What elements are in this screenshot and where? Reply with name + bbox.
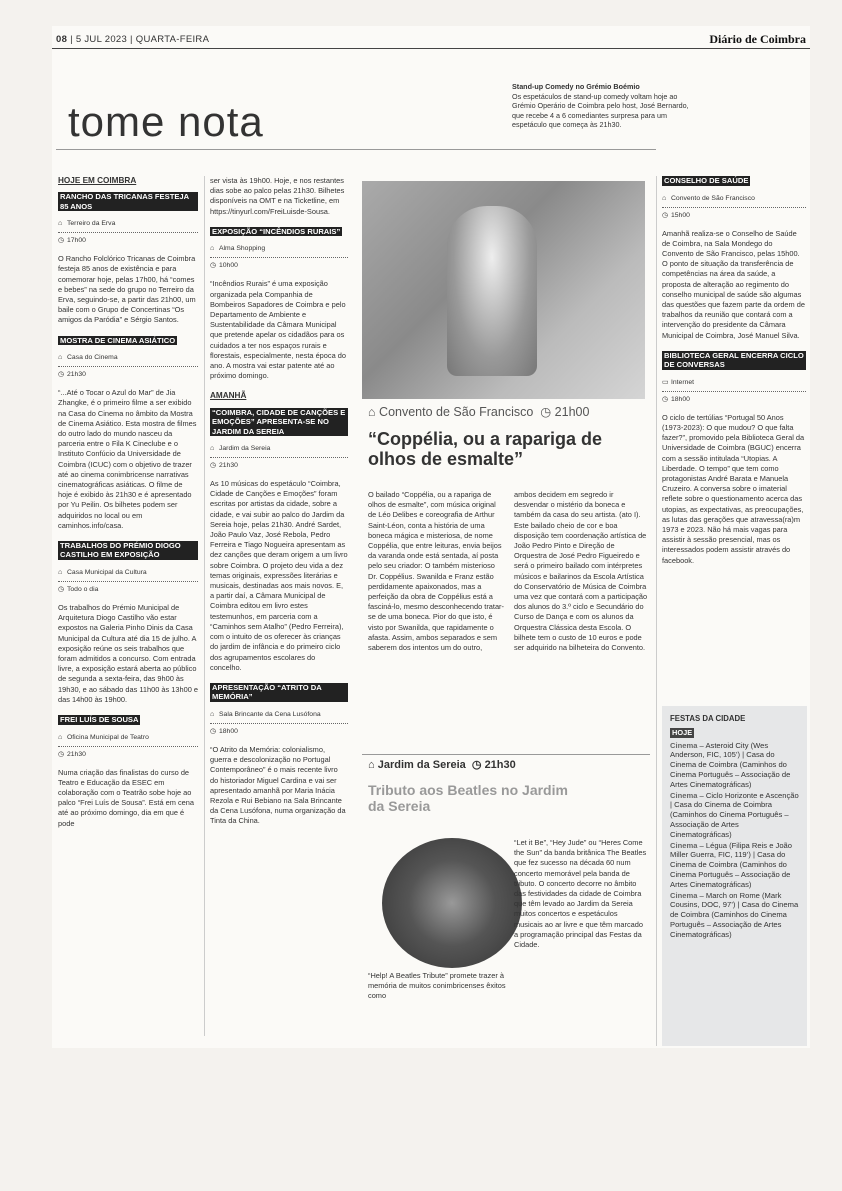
page-date: 5 JUL 2023 — [75, 34, 128, 45]
standup-text: Os espetáculos de stand-up comedy voltam hoje ao Grémio Operário de Coimbra pelo host, José Bernardo, que recebe 4 a 6 comediantes surpresa para um espetáculo que começa às 21h30. — [512, 91, 689, 130]
event-time: ◷ 21h30 — [210, 462, 238, 470]
home-icon: ⌂ — [210, 710, 215, 718]
standup-brief — [512, 82, 692, 130]
event-time: ◷ 17h00 — [58, 237, 86, 245]
event-place: ⌂ Casa do Cinema — [58, 354, 118, 362]
column-divider — [204, 176, 205, 1036]
home-icon: ⌂ — [210, 445, 215, 453]
header-left: 08 | 5 JUL 2023 | QUARTA-FEIRA — [56, 34, 210, 45]
home-icon: ⌂ — [210, 245, 215, 253]
beatles-location: ⌂ Jardim da Sereia ◷ 21h30 — [368, 759, 516, 771]
divider — [58, 746, 198, 747]
festas-hoje-tag: HOJE — [672, 727, 693, 737]
clock-icon: ◷ — [662, 395, 669, 403]
event-time: ◷ 21h30 — [58, 371, 86, 379]
event-text: Os trabalhos do Prémio Municipal de Arquitetura Diogo Castilho vão estar expostos na Galeria Pinho Dinis da Casa Municipal da Cultura até dia 15 de julho. A exposição reúne os seis trabalhos que foram admitidos a concurso. Com entrada livre, a exposição estará aberta ao público de segunda a sexta-feira, das 9h00 às 19h30, e ao sábado das 11h00 às 13h00 e das 14h00 às 19h00. — [58, 602, 198, 704]
event-time: ◷ 21h30 — [58, 750, 86, 758]
standup-title: Stand-up Comedy no Grémio Boémio — [512, 82, 640, 91]
divider — [58, 581, 198, 582]
event-place: ▭ Internet — [662, 378, 695, 386]
clock-icon: ◷ — [58, 750, 65, 758]
event-text: “Incêndios Rurais” é uma exposição organizada pela Companhia de Bombeiros Sapadores de Coimbra e pelo Departamento de Ambiente e Sustentabilidade da Câmara Municipal que pretende apelar os cidadãos para os cuidados a ter nos espaços rurais e florestais, especialmente, nesta época do ano. A mostra vai estar patente até ao próximo domingo. — [210, 279, 346, 381]
section-title: tome nota — [68, 98, 264, 145]
home-icon: ⌂ — [58, 220, 63, 228]
divider — [662, 391, 806, 392]
page-weekday: QUARTA-FEIRA — [135, 34, 210, 45]
festas-title: FESTAS DA CIDADE — [670, 714, 746, 723]
home-icon: ⌂ — [58, 354, 63, 362]
event-time: ◷ 15h00 — [662, 211, 690, 219]
event-text: O ciclo de tertúlias “Portugal 50 Anos (1973-2023): O que mudou? O que falta fazer?”, promovido pela Biblioteca Geral da Universidade de Coimbra (BGUC) encerra com a sessão intitulada “Utopias. A Liberdade. O tempo” que tem como protagonistas André Barata e Manuela Cruzeiro. A conversa sobre o imaterial reflete sobre o questionamento acerca das utopias, as expectativas, as preocupações, as lutas das gerações que atravessa(ra)m 1973 e 2023. Não há mais vagas para assistir à sessão presencial, mas os interessados podem assistir através do facebook. — [662, 412, 805, 565]
coppelia-text-b: ambos decidem em segredo ir desvendar o mistério da boneca e também da casa do seu artista. (ato I). Este bailado cheio de cor e boa disposição tem coordenação artística de João Pedro Pinto e Direção de Orquestra de José Pedro Figueiredo e será o primeiro bailado com intérpretes músicos e bailarinos da Escola Artística do Conservatório de Música de Coimbra uma vez que contará com a participação dos alunos do 3.º ciclo e Secundário do Curso de Dança e com os alunos da Orquestra Clássica desta Escola. O bilhete tem o custo de 10 euros e pode ser adquirido na bilheteira do Convento. — [514, 490, 648, 653]
list-item: Cinema – Asteroid City (Wes Anderson, FIC, 105’) | Casa do Cinema de Coimbra (Caminhos do Cinema Português – Associação de Artes Cinematográficas) — [670, 740, 791, 789]
event-place: ⌂ Sala Brincante da Cena Lusófona — [210, 710, 321, 718]
ballet-photo — [362, 181, 645, 399]
clock-icon: ◷ — [662, 211, 669, 219]
clock-icon: ◷ — [210, 262, 217, 270]
event-tag: BIBLIOTECA GERAL ENCERRA CICLO DE CONVERSAS — [662, 351, 806, 370]
coppelia-headline: “Coppélia, ou a rapariga de olhos de esmalte” — [368, 429, 603, 469]
header-rule — [52, 48, 810, 49]
home-icon: ⌂ — [368, 759, 375, 771]
event-tag: EXPOSIÇÃO “INCÊNDIOS RURAIS” — [212, 226, 341, 236]
col2-heading-amanha: AMANHÃ — [210, 391, 247, 401]
home-icon: ⌂ — [58, 733, 63, 741]
beatles-headline: Tributo aos Beatles no Jardim da Sereia — [368, 782, 568, 814]
event-text: Numa criação das finalistas do curso de Teatro e Educação da ESEC em colaboração com o Teatrão sobe hoje ao palco “Frei Luís de Sousa”. Está em cena até ao próximo domingo, dia em que é pode — [58, 767, 194, 828]
event-tag: TRABALHOS DO PRÉMIO DIOGO CASTILHO EM EXPOSIÇÃO — [58, 541, 198, 560]
clock-icon: ◷ — [58, 371, 65, 379]
event-time: ◷ 18h00 — [662, 395, 690, 403]
event-text: Amanhã realiza-se o Conselho de Saúde de Coimbra, na Sala Mondego do Convento de São Francisco, pelas 15h00. O ponto de situação da transferência de competências na área da saúde, a proposta de alteração ao regimento do conselho municipal de saúde são algumas das questões que fazem parte da ordem de trabalhos da reunião que contará com a intervenção do presidente da Câmara Municipal de Coimbra, José Manuel Silva. — [662, 228, 805, 340]
column-hoje — [58, 176, 198, 839]
divider — [210, 257, 348, 258]
event-place: ⌂ Alma Shopping — [210, 245, 266, 253]
page-number: 08 — [56, 34, 68, 45]
event-text: As 10 músicas do espetáculo “Coimbra, Cidade de Canções e Emoções” foram escritas por artistas da cidade, sobre a cidade, e vai subir ao palco do Jardim da Sereia hoje, pelas 21h30. André Sardet, João Paulo Vaz, José Rebola, Pedro Ferreira e Tiago Nogueira apresentam as dez canções que deram origem a um livro sobre Coimbra. O projeto deu vida a dez temas originais, expressões literárias e musicais, destinadas aos mais novos. E, a partir daí, a Câmara Municipal de Coimbra editou em livro estes testemunhos, em parceria com a “Caminhos sem Atalho” (Pedro Ferreira), com o intuito de os oferecer às crianças do jardim de infância e do primeiro ciclo dos agrupamentos escolares do concelho. — [210, 479, 348, 672]
column-hoje-cont — [210, 176, 348, 837]
coppelia-location: ⌂ Convento de São Francisco ◷ 21h00 — [368, 405, 590, 419]
monitor-icon: ▭ — [662, 378, 669, 386]
list-item: Cinema – March on Rome (Mark Cousins, DOC, 97’) | Casa do Cinema de Coimbra (Caminhos do Cinema Português – Associação de Artes Cinematográficas) — [670, 890, 799, 939]
divider — [210, 723, 348, 724]
event-place: ⌂ Casa Municipal da Cultura — [58, 568, 147, 576]
event-tag: FREI LUÍS DE SOUSA — [60, 715, 139, 724]
divider — [662, 207, 806, 208]
clock-icon: ◷ — [210, 727, 217, 735]
event-text: “O Atrito da Memória: colonialismo, guerra e descolonização no Portugal Contemporâneo” é o mais recente livro do historiador Miguel Cardina e vai ser apresentado amanhã por Maria Inácia Rezola e Rui Bebiano na Sala Brincante da Cena Lusófona, numa organização da Tinta da China. — [210, 744, 346, 826]
list-item: Cinema – Légua (Filipa Reis e João Miller Guerra, FIC, 119’) | Casa do Cinema de Coimbra (Caminhos do Cinema Português – Associação de Artes Cinematográficas) — [670, 840, 792, 889]
clock-icon: ◷ — [536, 405, 552, 419]
event-tag: RANCHO DAS TRICANAS FESTEJA 85 ANOS — [58, 192, 198, 211]
festas-box — [662, 706, 807, 1046]
clock-icon: ◷ — [468, 759, 482, 771]
dancer-figure — [447, 206, 537, 376]
event-time: ◷ 18h00 — [210, 727, 238, 735]
home-icon: ⌂ — [368, 405, 376, 419]
event-tag: APRESENTAÇÃO “ATRITO DA MEMÓRIA” — [210, 683, 348, 702]
column-divider — [656, 176, 657, 1046]
event-text: “...Até o Tocar o Azul do Mar” de Jia Zhangke, é o primeiro filme a ser exibido na Casa do Cinema no âmbito da Mostra de Cinema Asiático. Esta mostra de filmes do outro lado do mundo nasceu da parceria entre o Fila K Cineclube e o Instituto Confúcio da Universidade de Coimbra (ICUC) com o objetivo de trazer até ao cinema conimbricense narrativas cinematográficas asiáticas. O filme de hoje é exibido às 21h30 e é apresentado por Yu Peilin. Os bilhetes podem ser adquiridos no local ou em caminhos.info/casa. — [58, 388, 197, 530]
column-right — [662, 176, 806, 576]
newspaper-page — [52, 26, 810, 1048]
feature-divider — [362, 754, 650, 755]
divider — [210, 457, 348, 458]
event-text: O Rancho Folclórico Tricanas de Coimbra festeja 85 anos de existência e para comemorar hoje, pelas 17h00, há “comes e bebes” na sede do grupo no Terreiro da Erva, seguindo-se, a partir das 21h00, um baile com o Grupo de Concertinas “Os amigos da Paródia” e Sérgio Santos. — [58, 254, 196, 325]
col1-heading: HOJE EM COIMBRA — [58, 176, 137, 185]
clock-icon: ◷ — [58, 585, 65, 593]
event-tag: MOSTRA DE CINEMA ASIÁTICO — [60, 335, 176, 345]
concert-photo — [382, 838, 522, 968]
divider — [58, 366, 198, 367]
home-icon: ⌂ — [662, 194, 667, 202]
beatles-text-a: “Help! A Beatles Tribute” promete trazer à memória de muitos conimbricenses êxitos como — [368, 971, 506, 1001]
beatles-text-b: “Let it Be”, “Hey Jude” ou “Heres Come the Sun” da banda britânica The Beatles que fez sucesso na década 60 num concerto memorável pela banda de tributo. O concerto decorre no âmbito das festividades da cidade de Coimbra que têm levado ao Jardim da Sereia muitos concertos e espetáculos musicais ao ar livre e que têm marcado a programação principal das Festas da Cidade. — [514, 838, 647, 950]
event-tag: CONSELHO DE SAÚDE — [664, 176, 749, 185]
divider — [58, 232, 198, 233]
home-icon: ⌂ — [58, 568, 63, 576]
clock-icon: ◷ — [210, 462, 217, 470]
event-place: ⌂ Convento de São Francisco — [662, 194, 755, 202]
event-place: ⌂ Terreiro da Erva — [58, 220, 116, 228]
event-time: ◷ 10h00 — [210, 262, 238, 270]
event-place: ⌂ Jardim da Sereia — [210, 445, 271, 453]
clock-icon: ◷ — [58, 237, 65, 245]
event-text-continued: ser vista às 19h00. Hoje, e nos restantes dias sobe ao palco pelas 21h30. Bilhetes disponíveis na OMT e na Ticketline, em https://tinyurl.com/FreiLuisde-Sousa. — [210, 176, 345, 216]
event-time: ◷ Todo o dia — [58, 585, 99, 593]
masthead: Diário de Coimbra — [709, 32, 806, 46]
section-rule — [56, 149, 656, 150]
coppelia-text-a: O bailado “Coppélia, ou a rapariga de olhos de esmalte”, com música original de Léo Delibes e coreografia de Arthur Saint-Léon, conta a história de uma boneca mágica e misteriosa, de nome Coppélia, que entre leituras, envia beijos da varanda onde está sentada, aí posta pelo seu criador: O também misterioso Dr. Coppélius. Swanilda e Franz estão perdidamente apaixonados, mas a perfeição da obra de Coppélius está a fasciná-lo, mesmo desconhecendo tratar-se de uma boneca. Pior do que isto, é visto por Swanilda, que rapidamente o afasta. Assim, ambos separados e sem saberem dos intentos um do outro, — [368, 490, 504, 653]
list-item: Cinema – Ciclo Horizonte e Ascenção | Casa do Cinema de Coimbra (Caminhos do Cinema Português – Associação de Artes Cinematográficas) — [670, 790, 799, 839]
page-header — [56, 32, 806, 48]
event-tag: “COIMBRA, CIDADE DE CANÇÕES E EMOÇÕES” APRESENTA-SE NO JARDIM DA SEREIA — [210, 408, 348, 437]
event-place: ⌂ Oficina Municipal de Teatro — [58, 733, 149, 741]
